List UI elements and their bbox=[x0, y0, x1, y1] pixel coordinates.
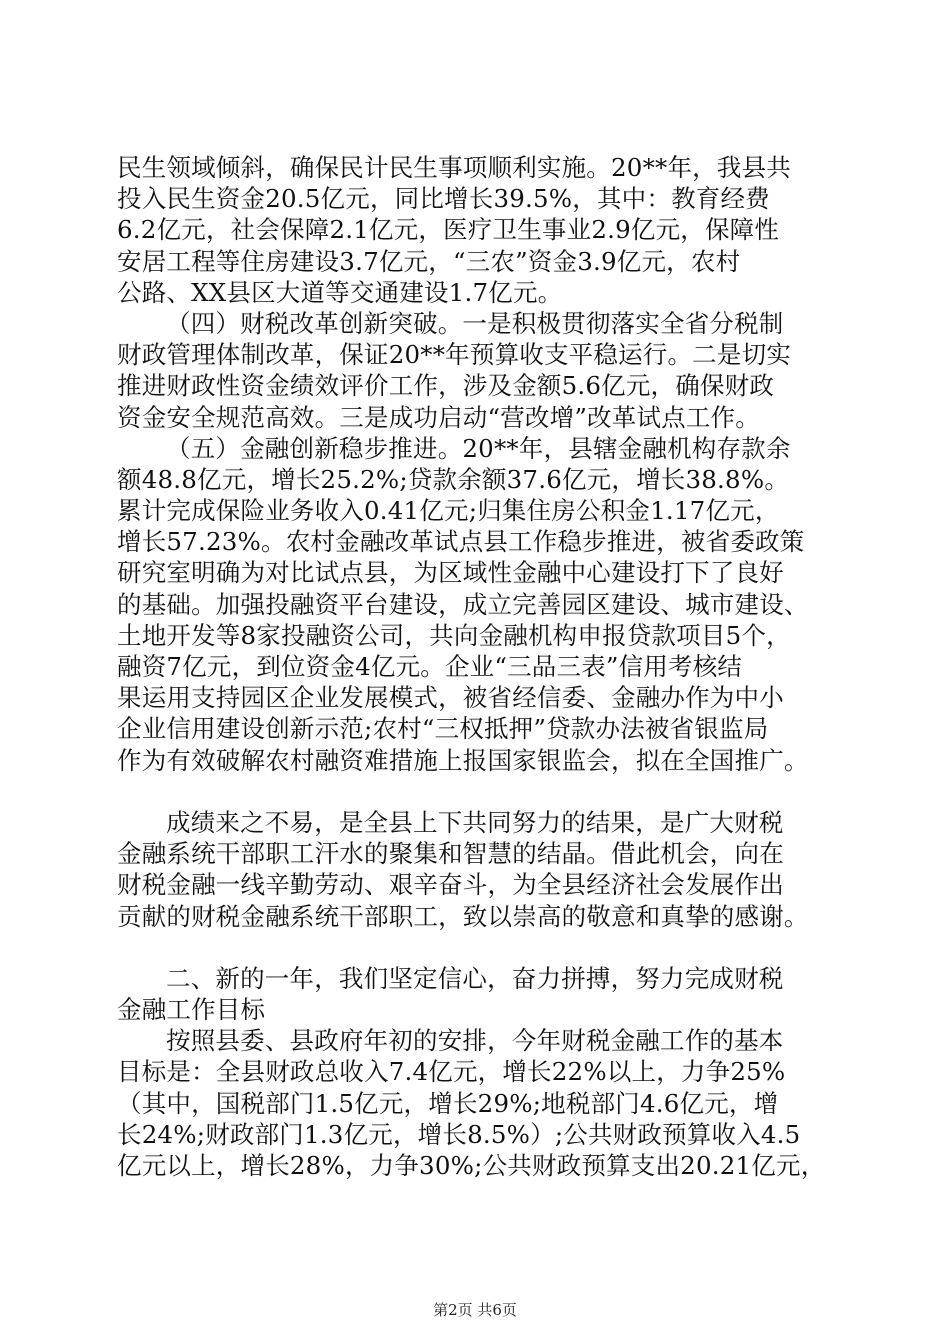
paragraph-tax-reform bbox=[117, 308, 857, 433]
text-line: 按照县委、县政府年初的安排，今年财税金融工作的基本 bbox=[166, 1026, 784, 1056]
text-line: 目标是：全县财政总收入7.4亿元，增长22%以上，力争25% bbox=[117, 1057, 786, 1087]
text-line: 土地开发等8家投融资公司，共向金融机构申报贷款项目5个， bbox=[117, 620, 791, 650]
text-line: 成绩来之不易，是全县上下共同努力的结果，是广大财税 bbox=[166, 807, 784, 837]
text-line: 金融工作目标 bbox=[117, 995, 266, 1025]
paragraph-gap bbox=[117, 932, 857, 963]
text-line: 投入民生资金20.5亿元，同比增长39.5%，其中：教育经费 bbox=[117, 184, 770, 214]
paragraph-acknowledgement bbox=[117, 807, 857, 932]
text-line: 增长57.23%。农村金融改革试点县工作稳步推进，被省委政策 bbox=[117, 527, 805, 557]
section-heading bbox=[117, 963, 857, 1025]
document-body bbox=[117, 152, 857, 1181]
text-line: 作为有效破解农村融资难措施上报国家银监会，拟在全国推广。 bbox=[117, 745, 809, 775]
text-line: 的基础。加强投融资平台建设，成立完善园区建设、城市建设、 bbox=[117, 589, 809, 619]
text-line: 累计完成保险业务收入0.41亿元;归集住房公积金1.17亿元， bbox=[117, 496, 780, 526]
page-number-footer: 第2页 共6页 bbox=[433, 1301, 517, 1319]
paragraph-annual-targets bbox=[117, 1025, 857, 1181]
text-line: 财政管理体制改革，保证20**年预算收支平稳运行。二是切实 bbox=[117, 340, 791, 370]
text-line: 研究室明确为对比试点县，为区域性金融中心建设打下了良好 bbox=[117, 558, 784, 588]
text-line: 长24%;财政部门1.3亿元，增长8.5%）;公共财政预算收入4.5 bbox=[117, 1119, 801, 1149]
text-line: 二、新的一年，我们坚定信心，奋力拼搏，努力完成财税 bbox=[166, 963, 784, 993]
paragraph-livelihood-spending bbox=[117, 152, 857, 308]
text-line: 企业信用建设创新示范;农村“三权抵押”贷款办法被省银监局 bbox=[117, 714, 769, 744]
text-line: 亿元以上，增长28%，力争30%;公共财政预算支出20.21亿元， bbox=[117, 1151, 826, 1180]
text-line: 资金安全规范高效。三是成功启动“营改增”改革试点工作。 bbox=[117, 402, 760, 432]
text-line: （四）财税改革创新突破。一是积极贯彻落实全省分税制 bbox=[166, 308, 784, 338]
text-line: 安居工程等住房建设3.7亿元，“三农”资金3.9亿元，农村 bbox=[117, 246, 741, 276]
text-line: 财税金融一线辛勤劳动、艰辛奋斗，为全县经济社会发展作出 bbox=[117, 870, 784, 900]
text-line: （其中，国税部门1.5亿元，增长29%;地税部门4.6亿元，增 bbox=[117, 1088, 779, 1118]
text-line: 额48.8亿元，增长25.2%;贷款余额37.6亿元，增长38.8%。 bbox=[117, 464, 790, 494]
text-line: 融资7亿元，到位资金4亿元。企业“三品三表”信用考核结 bbox=[117, 652, 743, 681]
paragraph-gap bbox=[117, 776, 857, 807]
text-line: （五）金融创新稳步推进。20**年，县辖金融机构存款余 bbox=[166, 433, 791, 463]
text-line: 公路、XX县区大道等交通建设1.7亿元。 bbox=[117, 277, 563, 307]
paragraph-financial-innovation bbox=[117, 433, 857, 776]
text-line: 民生领域倾斜，确保民计民生事项顺利实施。20**年，我县共 bbox=[117, 153, 791, 182]
text-line: 6.2亿元，社会保障2.1亿元，医疗卫生事业2.9亿元，保障性 bbox=[117, 215, 780, 245]
text-line: 果运用支持园区企业发展模式，被省经信委、金融办作为中小 bbox=[117, 683, 784, 713]
text-line: 推进财政性资金绩效评价工作，涉及金额5.6亿元，确保财政 bbox=[117, 371, 775, 401]
text-line: 金融系统干部职工汗水的聚集和智慧的结晶。借此机会，向在 bbox=[117, 839, 784, 869]
text-line: 贡献的财税金融系统干部职工，致以崇高的敬意和真挚的感谢。 bbox=[117, 901, 809, 931]
